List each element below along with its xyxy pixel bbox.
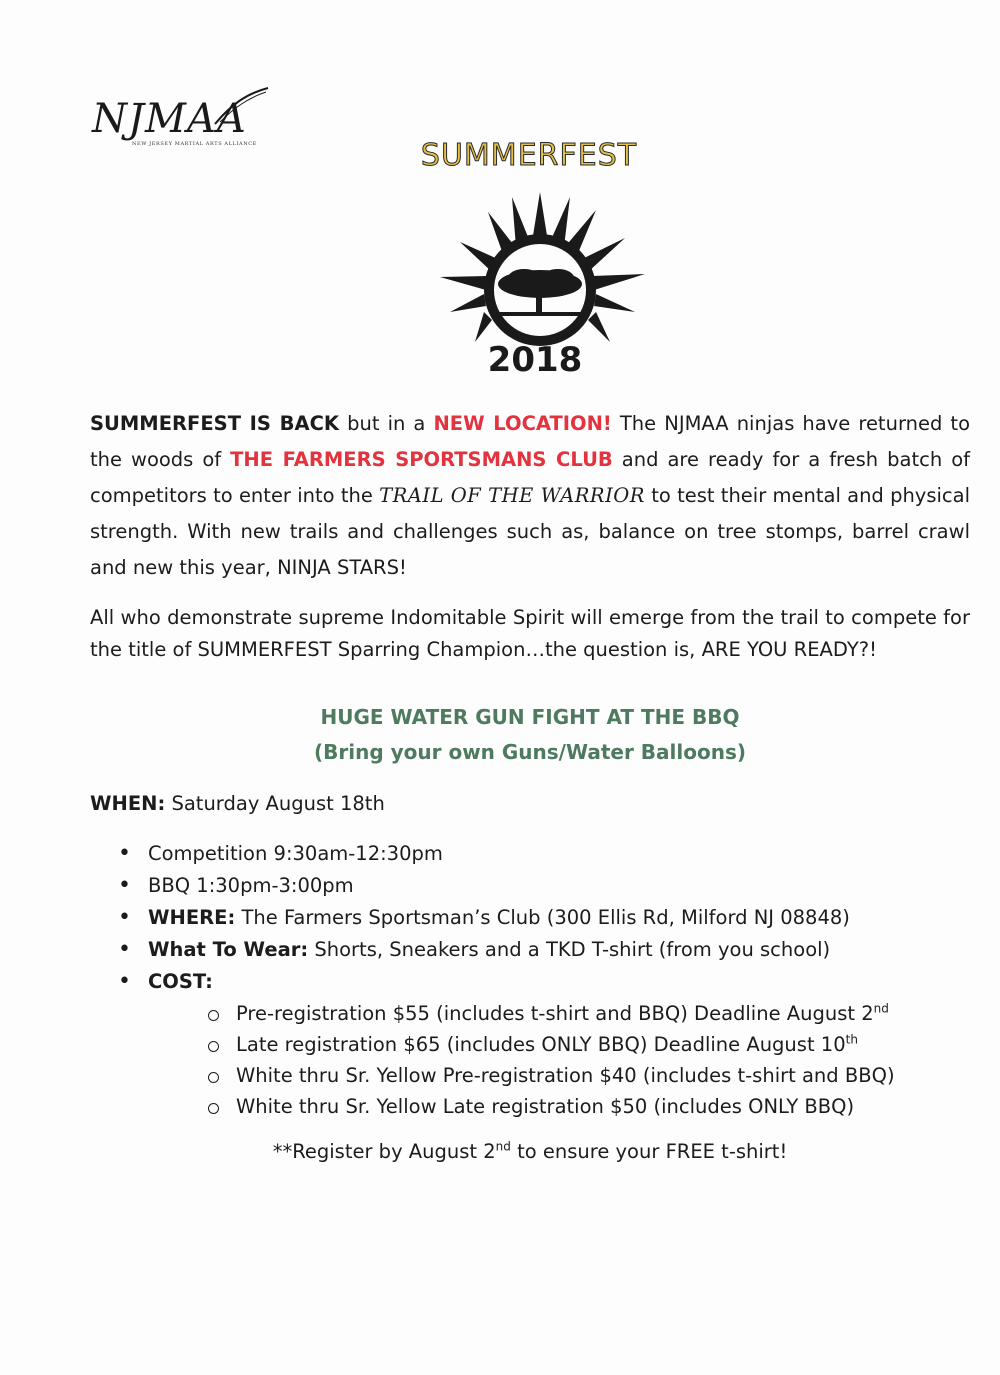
new-location-text: NEW LOCATION! xyxy=(433,412,612,435)
when-line xyxy=(90,792,385,815)
list-item-where: • WHERE: The Farmers Sportsman’s Club (300 Ellis Rd, Milford NJ 08848) xyxy=(118,902,895,934)
when-label: WHEN: xyxy=(90,792,166,815)
cost-item-pre-registration: Pre-registration $55 (includes t-shirt and BBQ) Deadline August 2nd xyxy=(206,998,895,1029)
intro-paragraph: SUMMERFEST IS BACK but in a NEW LOCATION! The NJMAA ninjas have returned to the woods of THE FARMERS SPORTSMANS CLUB and are ready for a fresh batch of competitors to enter into the TRAIL OF THE WARRIOR to test their mental and physical strength. With new trails and challenges such as, balance on tree stomps, barrel crawl and new this year, NINJA STARS! xyxy=(90,412,971,579)
water-gun-highlight xyxy=(90,700,970,770)
logo-text: NJMAA xyxy=(92,96,247,142)
logo-subtitle: NEW JERSEY MARTIAL ARTS ALLIANCE xyxy=(132,141,257,147)
event-title: SUMMERFEST xyxy=(420,138,638,173)
event-year: 2018 xyxy=(487,340,583,380)
intro-headline: SUMMERFEST IS BACK xyxy=(90,412,340,435)
list-item-what-to-wear: • What To Wear: Shorts, Sneakers and a TKD T-shirt (from you school) xyxy=(118,934,895,966)
trail-name-text: TRAIL OF THE WARRIOR xyxy=(379,484,645,507)
highlight-line-1: HUGE WATER GUN FIGHT AT THE BBQ xyxy=(320,705,740,729)
njmaa-logo xyxy=(92,86,272,156)
sun-tree-emblem-icon xyxy=(420,172,660,352)
when-value: Saturday August 18th xyxy=(165,792,385,815)
registration-footnote: **Register by August 2nd to ensure your FREE t-shirt! xyxy=(272,1139,788,1163)
cost-list xyxy=(148,998,895,1122)
cost-item-white-pre: White thru Sr. Yellow Pre-registration $40 (includes t-shirt and BBQ) xyxy=(206,1060,895,1091)
list-item-competition: • Competition 9:30am-12:30pm xyxy=(118,838,895,870)
cost-item-late-registration: Late registration $65 (includes ONLY BBQ) Deadline August 10th xyxy=(206,1029,895,1060)
challenge-paragraph: All who demonstrate supreme Indomitable Spirit will emerge from the trail to compete for the title of SUMMERFEST Sparring Champion…the question is, ARE YOU READY?! xyxy=(90,606,970,661)
list-item-bbq: • BBQ 1:30pm-3:00pm xyxy=(118,870,895,902)
details-list xyxy=(118,838,895,1122)
cost-item-white-late: White thru Sr. Yellow Late registration $50 (includes ONLY BBQ) xyxy=(206,1091,895,1122)
venue-name-text: THE FARMERS SPORTSMANS CLUB xyxy=(230,448,613,471)
highlight-line-2: (Bring your own Guns/Water Balloons) xyxy=(314,740,746,764)
list-item-cost: • COST: Pre-registration $55 (includes t-shirt and BBQ) Deadline August 2nd Late registration $65 (includes ONLY BBQ) Deadline August 10th White thru Sr. Yellow Pre-registration $40 (includes t-shirt and BBQ) White thru Sr. Yellow Late registration $50 (includes ONLY BBQ) xyxy=(118,966,895,1122)
